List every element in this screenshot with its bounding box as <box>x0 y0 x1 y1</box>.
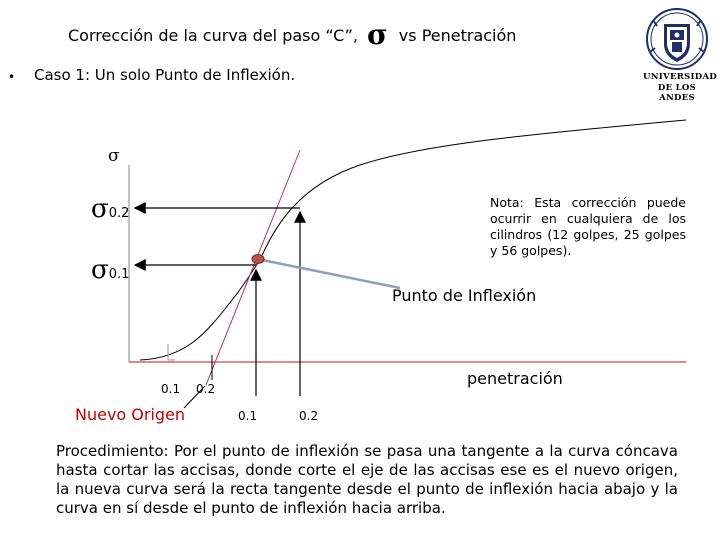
sigma-02-subscript: 0.2 <box>108 206 130 221</box>
procedure-paragraph: Procedimiento: Por el punto de inflexión se pasa una tangente a la curva cóncava hasta cortar las accisas, donde corte el eje de las accisas ese es el nuevo origen, la nueva curva será la recta tangente desde el punto de inflexión hacia abajo y la curva en sí desde el punto de inflexión hacia arriba. <box>56 442 678 517</box>
inflection-point-marker <box>252 255 264 264</box>
tick-label-new-01: 0.1 <box>238 409 258 423</box>
inflection-point-label: Punto de Inflexión <box>392 286 537 305</box>
tick-label-old-01: 0.1 <box>161 382 181 396</box>
sigma-01-label <box>91 255 129 285</box>
tangent-line <box>206 150 300 385</box>
sigma-01-subscript: 0.1 <box>108 267 130 282</box>
sigma-02-symbol: σ <box>91 194 109 224</box>
inflection-pointer-line <box>262 260 400 288</box>
tick-label-old-02: 0.2 <box>196 382 216 396</box>
slide-subtitle: Caso 1: Un solo Punto de Inflexión. <box>34 66 296 84</box>
title-sigma-symbol: σ <box>367 18 388 51</box>
title-text-part1: Corrección de la curva del paso “C”, <box>68 26 358 45</box>
logo-text-line1: UNIVERSIDAD <box>643 72 718 82</box>
sigma-02-label <box>91 194 129 224</box>
title-text-part2: vs Penetración <box>398 26 517 45</box>
bullet-marker: • <box>8 70 16 84</box>
x-axis-label: penetración <box>467 369 563 388</box>
logo-text-line2: DE LOS ANDES <box>657 83 697 103</box>
note-text: Nota: Esta corrección puede ocurrir en cualquiera de los cilindros (12 golpes, 25 golpes y 56 golpes). <box>490 195 686 258</box>
new-origin-label: Nuevo Origen <box>75 405 186 424</box>
tick-label-new-02: 0.2 <box>299 409 319 423</box>
tick-old-01 <box>168 344 175 360</box>
sigma-01-symbol: σ <box>91 255 109 285</box>
y-axis-label: σ <box>108 146 120 166</box>
